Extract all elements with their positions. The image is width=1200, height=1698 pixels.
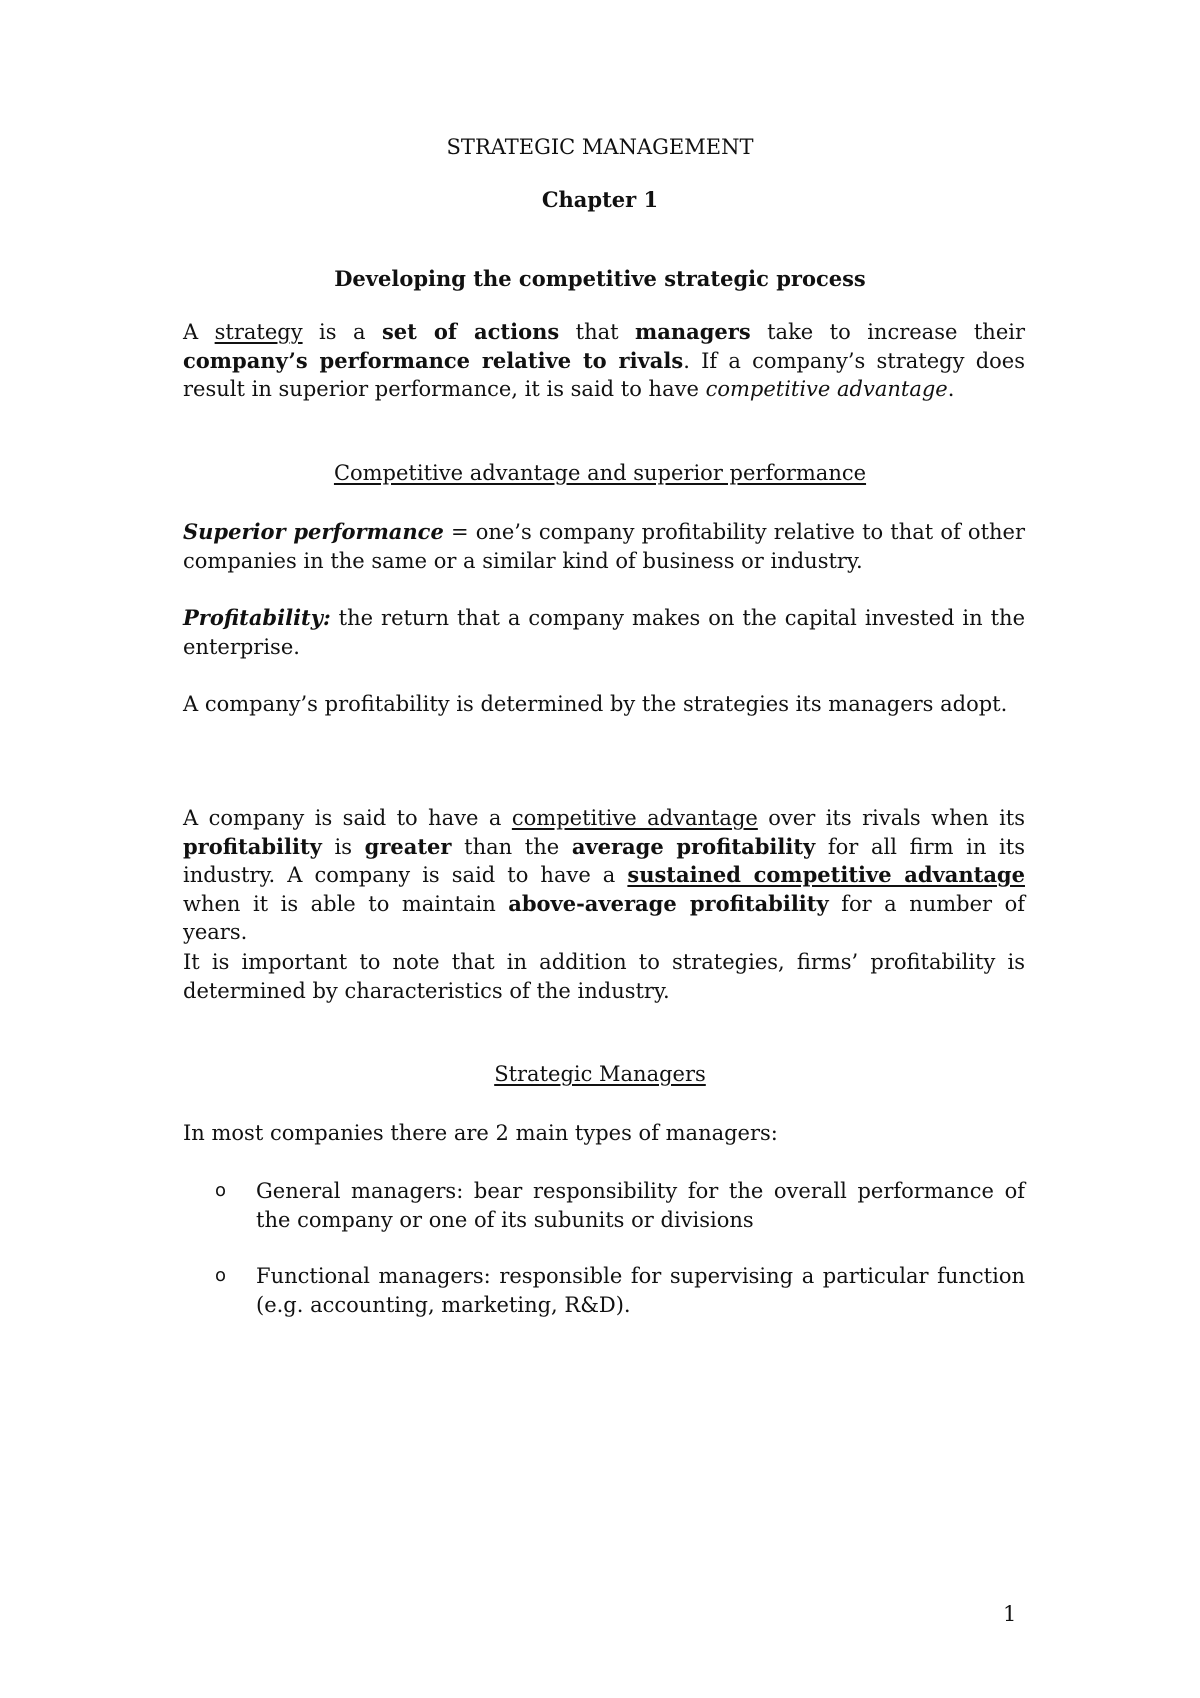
bold-run: company’s performance relative to rivals [183, 347, 684, 373]
text-run: over its rivals when its [757, 806, 1025, 830]
page-number: 1 [1003, 1602, 1017, 1626]
text-run: . [947, 377, 955, 401]
definition-text: the return that a company makes on the capital invested in the enterprise. [183, 606, 1025, 659]
chapter-subtitle: Developing the competitive strategic process [334, 266, 866, 291]
list-item-text: Functional managers: responsible for supervising a particular function (e.g. accounting, marketing, R&D). [256, 1264, 1025, 1317]
section-heading-strategic-managers: Strategic Managers [494, 1062, 706, 1086]
text-run: is a [302, 320, 382, 344]
term-competitive-advantage: competitive advantage [511, 806, 758, 830]
term-sustained-competitive-advantage: sustained competitive advantage [627, 862, 1025, 887]
bold-run: profitability [676, 833, 816, 859]
definition-term: Profitability: [183, 605, 331, 630]
competitive-advantage-paragraph [183, 804, 1025, 947]
bold-run: managers [635, 319, 751, 344]
bullet-marker: o [215, 1180, 227, 1201]
text-run: . If a company’s strategy does result in superior performance, it is said to have [183, 348, 1025, 401]
bold-run: greater [364, 833, 452, 859]
chapter-label: Chapter 1 [541, 187, 659, 212]
bold-run: above-average profitability [508, 890, 829, 916]
bold-run: average [571, 833, 664, 859]
text-run: take to increase their [750, 320, 1025, 344]
document-title: STRATEGIC MANAGEMENT [446, 135, 754, 159]
text-run: for a number of years. [183, 891, 1026, 944]
list-item-text: General managers: bear responsibility for the overall performance of the company or one of its subunits or divisions [256, 1179, 1025, 1232]
definition-text: = one’s company profitability relative to that of other companies in the same or a similar kind of business or industry. [183, 520, 1025, 573]
text-run: A company is said to have a [183, 806, 512, 830]
definition-superior-performance [183, 518, 1025, 575]
managers-list [183, 1177, 1025, 1319]
italic-run: competitive advantage [705, 377, 948, 401]
text-run: for all firm in its industry. A company is said to have a [183, 834, 1025, 887]
text-run: than the [451, 834, 572, 859]
list-item [183, 1262, 1025, 1319]
bullet-marker: o [215, 1265, 227, 1286]
text-run [664, 835, 677, 859]
bold-run: set of actions [381, 319, 560, 344]
bold-run: profitability [183, 833, 322, 859]
intro-paragraph [183, 318, 1025, 404]
managers-intro: In most companies there are 2 main types of managers: [183, 1121, 778, 1145]
definition-profitability [183, 604, 1025, 661]
list-item [183, 1177, 1025, 1234]
text-run: that [559, 320, 636, 344]
text-run: is [321, 834, 365, 859]
text-run: A [183, 320, 215, 344]
definition-term: Superior performance [183, 519, 444, 544]
term-strategy: strategy [214, 320, 303, 344]
industry-note-paragraph: It is important to note that in addition to strategies, firms’ profitability is determined by characteristics of the industry. [183, 950, 1025, 1003]
profitability-statement: A company’s profitability is determined by the strategies its managers adopt. [183, 692, 1008, 716]
section-heading-competitive-advantage: Competitive advantage and superior performance [333, 461, 867, 485]
text-run: when it is able to maintain [183, 891, 509, 916]
